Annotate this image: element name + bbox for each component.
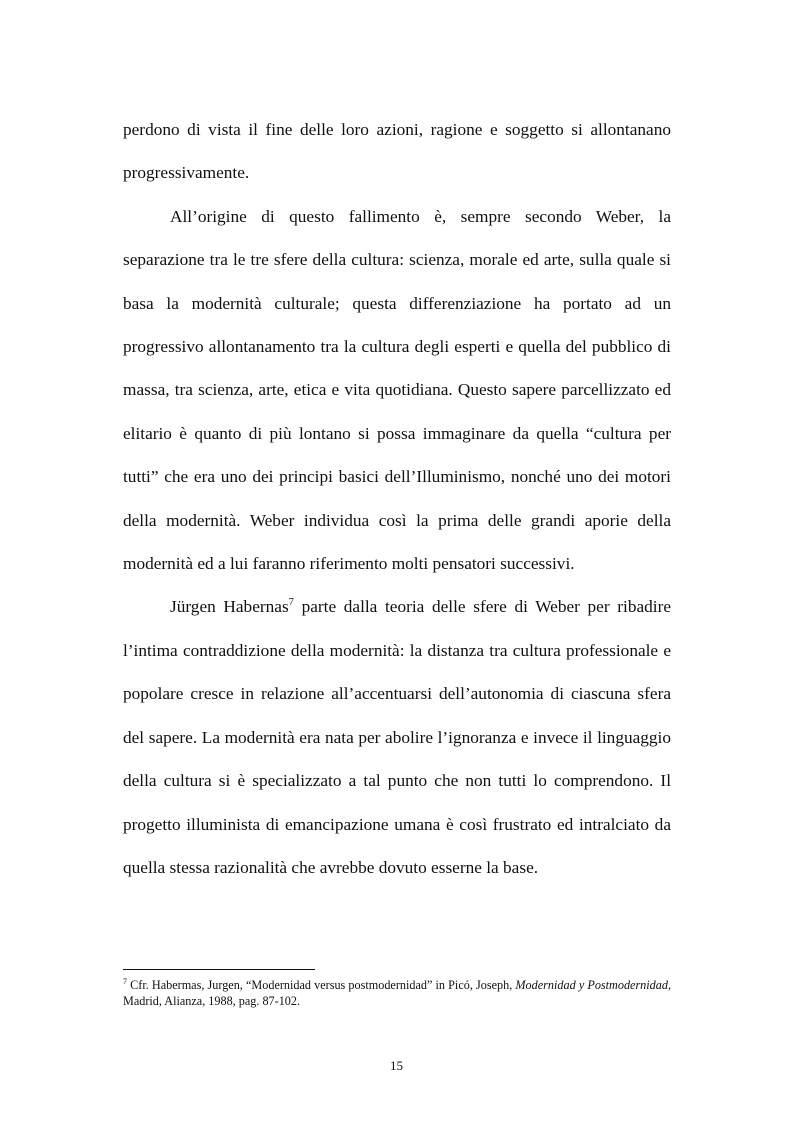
paragraph-1: perdono di vista il fine delle loro azioni, ragione e soggetto si allontanano progressivamente. — [123, 120, 671, 183]
footnote-reference[interactable]: 7 — [288, 597, 294, 609]
body-text — [123, 108, 671, 889]
footnote-separator — [123, 969, 315, 970]
footnote — [123, 978, 671, 1009]
paragraph-3-rest: parte dalla teoria delle sfere di Weber per ribadire l’intima contraddizione della modernità: la distanza tra cultura professionale e popolare cresce in relazione all’accentuarsi dell’autonomia di ciascuna sfera del sapere. La modernità era nata per abolire l’ignoranza e invece il linguaggio della cultura si è specializzato a tal punto che non tutti lo comprendono. Il progetto illuminista di emancipazione umana è così frustrato ed intralciato da quella stessa razionalità che avrebbe dovuto esserne la base. — [123, 597, 671, 877]
paragraph-3-start: Jürgen Habernas — [170, 597, 289, 617]
paragraph-2: All’origine di questo fallimento è, sempre secondo Weber, la separazione tra le tre sfere della cultura: scienza, morale ed arte, sulla quale si basa la modernità culturale; questa differenziazione ha portato ad un progressivo allontanamento tra la cultura degli esperti e quella del pubblico di massa, tra scienza, arte, etica e vita quotidiana. Questo sapere parcellizzato ed elitario è quanto di più lontano si possa immaginare da quella “cultura per tutti” che era uno dei principi basici dell’Illuminismo, nonché uno dei motori della modernità. Weber individua così la prima delle grandi aporie della modernità ed a lui faranno riferimento molti pensatori successivi. — [123, 206, 671, 574]
footnote-title: Modernidad y Postmodernidad — [515, 978, 668, 992]
footnote-text-after: , Madrid, Alianza, 1988, pag. 87-102. — [123, 978, 671, 1008]
footnote-number: 7 — [123, 976, 127, 986]
page-number: 15 — [390, 1058, 403, 1073]
paragraph-3 — [123, 585, 671, 889]
footnote-text-before: Cfr. Habermas, Jurgen, “Modernidad versus postmodernidad” in Picó, Joseph, — [127, 978, 516, 992]
